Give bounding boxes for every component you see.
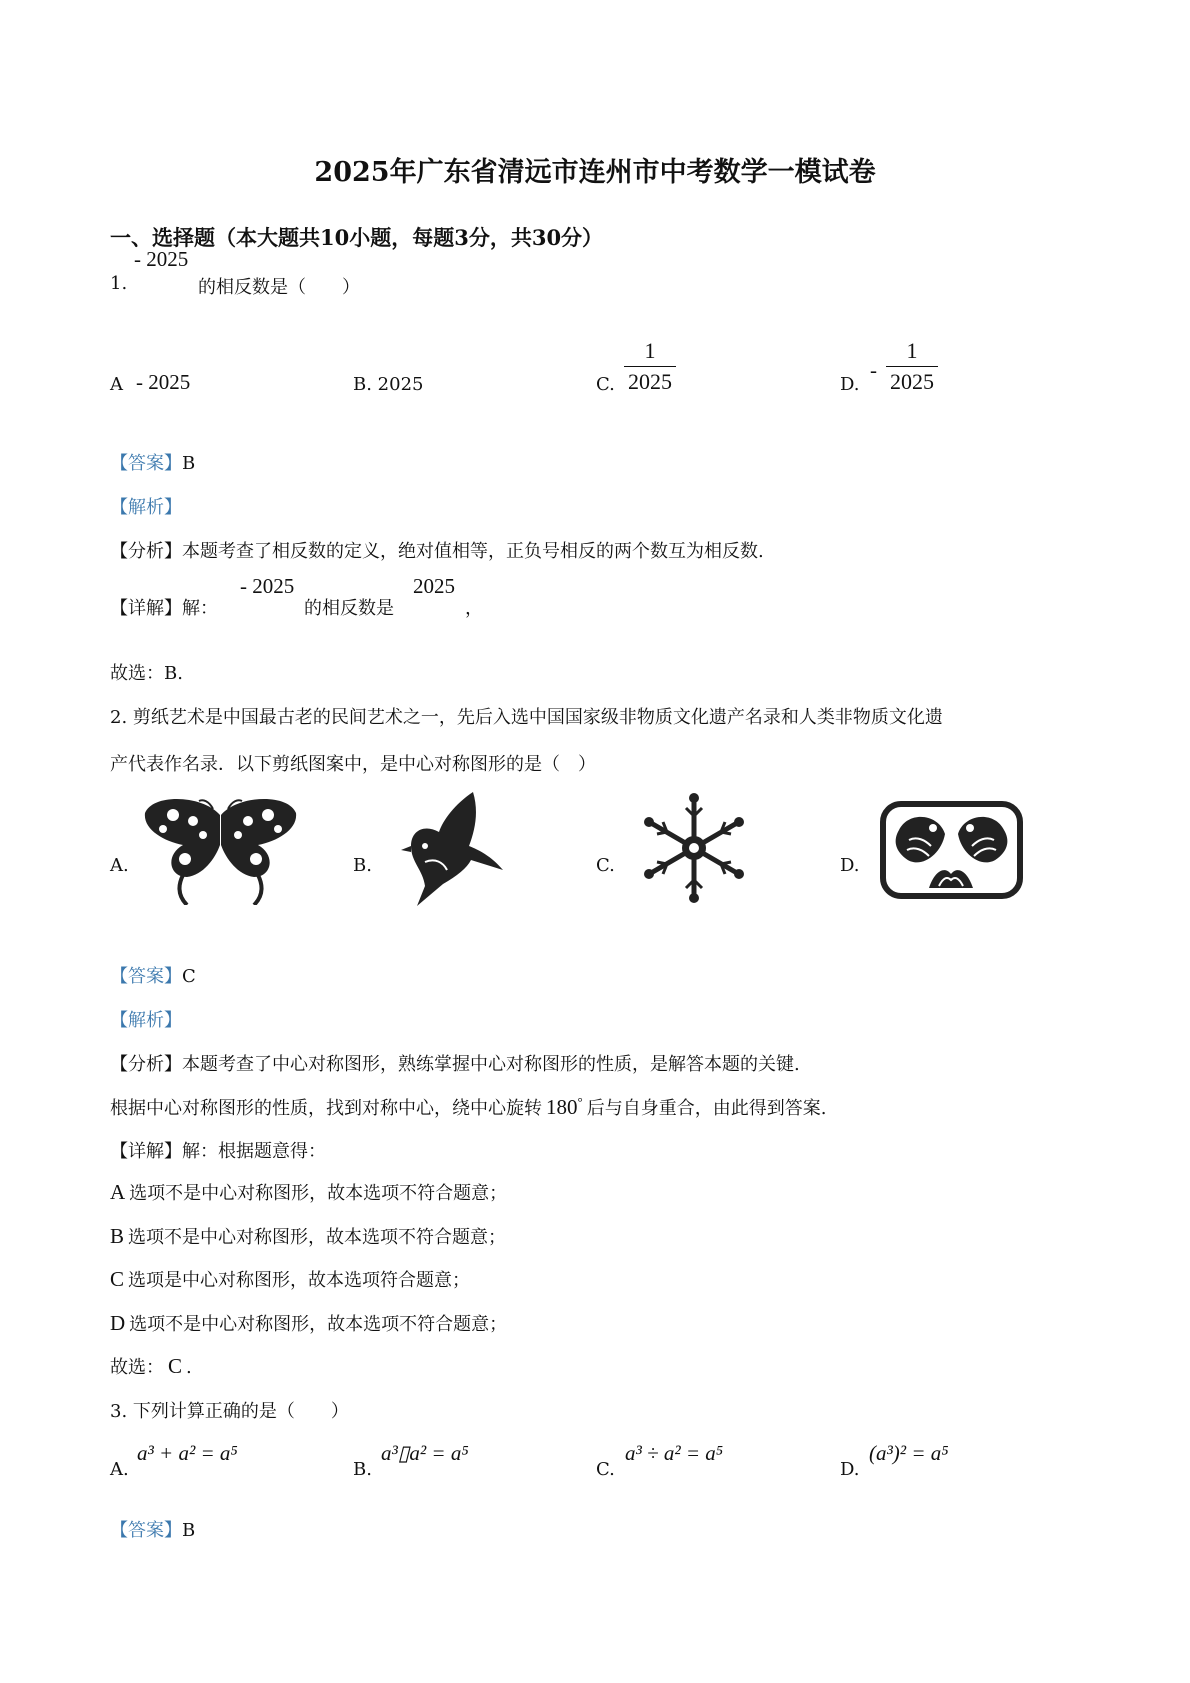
answer-value: B <box>182 453 196 474</box>
q2-option-b-label: B. <box>353 855 372 876</box>
fish-papercut-image <box>879 800 1024 900</box>
xiangjie-text: 解：根据题意得： <box>182 1141 326 1162</box>
snowflake-papercut-image <box>631 790 757 906</box>
q3-option-c-label: C. <box>596 1459 615 1480</box>
detail-letter: A <box>110 1180 126 1204</box>
page-title: 2025年广东省清远市连州市中考数学一模试卷 <box>314 157 876 188</box>
section-heading: 一、选择题（本大题共10小题，每题3分，共30分） <box>110 225 604 250</box>
detail-letter: B <box>110 1224 125 1248</box>
q1-answer <box>110 449 195 475</box>
q1-option-d-label: D. <box>840 374 860 395</box>
fenxi-tag: 【分析】 <box>110 1054 182 1075</box>
fenxi-text: 本题考查了相反数的定义，绝对值相等，正负号相反的两个数互为相反数. <box>182 541 764 562</box>
fraction-denominator: 2025 <box>886 366 938 393</box>
q1-stem: 的相反数是（ ） <box>198 277 360 298</box>
q3-option-b-label: B. <box>353 1459 372 1480</box>
q1-xiangjie-prefix <box>110 594 218 620</box>
q1-expression: - 2025 <box>134 247 189 271</box>
q2-fenxi <box>110 1050 800 1076</box>
q2-detail-b <box>110 1223 506 1249</box>
fenxi-text: 本题考查了中心对称图形，熟练掌握中心对称图形的性质，是解答本题的关键. <box>182 1054 800 1075</box>
fenxi-tag: 【分析】 <box>110 541 182 562</box>
detail-text: 选项不是中心对称图形，故本选项不符合题意； <box>129 1314 508 1335</box>
q1-xiangjie-end: ， <box>465 598 483 619</box>
q2-answer <box>110 962 196 988</box>
basis-degree <box>546 1095 583 1119</box>
q1-xiangjie-mid: 的相反数是 <box>304 598 394 619</box>
q1-xiangjie-expr2: 2025 <box>413 574 455 598</box>
fraction-numerator: 1 <box>644 338 656 363</box>
answer-tag: 【答案】 <box>110 453 182 474</box>
q3-option-d-label: D. <box>840 1459 860 1480</box>
q3-option-a-expr: a³ + a² = a⁵ <box>137 1441 238 1465</box>
q3-option-c-expr: a³ ÷ a² = a⁵ <box>625 1441 724 1465</box>
detail-letter: D <box>110 1311 126 1335</box>
q2-option-d-label: D. <box>840 855 860 876</box>
q2-detail-a <box>110 1179 507 1205</box>
q3-option-b-expr: a³▯a² = a⁵ <box>381 1441 469 1465</box>
q3-answer <box>110 1516 195 1542</box>
q2-option-c-label: C. <box>596 855 615 876</box>
detail-text: 选项不是中心对称图形，故本选项不符合题意； <box>128 1227 507 1248</box>
basis-text-end: 后与自身重合，由此得到答案. <box>586 1098 827 1119</box>
choose-suffix: . <box>186 1357 192 1378</box>
basis-text: 根据中心对称图形的性质，找到对称中心，绕中心旋转 <box>110 1098 542 1119</box>
q1-xiangjie-expr1: - 2025 <box>240 574 295 598</box>
q1-option-d-sign: - <box>870 358 877 382</box>
q3-option-a-label: A. <box>110 1459 129 1480</box>
q1-choose: 故选：B. <box>110 663 183 684</box>
q2-stem-line1: 2. 剪纸艺术是中国最古老的民间艺术之一，先后入选中国国家级非物质文化遗产名录和人类非物质文化遗 <box>110 707 943 728</box>
degree-symbol: ° <box>577 1094 583 1109</box>
butterfly-papercut-image <box>143 795 298 905</box>
q1-option-d-fraction <box>886 340 938 393</box>
q3-stem: 3. 下列计算正确的是（ ） <box>110 1401 349 1422</box>
q2-option-a-label: A. <box>110 855 129 876</box>
answer-value: C <box>182 966 196 987</box>
q1-option-b: B. 2025 <box>353 374 424 395</box>
choose-letter: C <box>168 1354 183 1378</box>
detail-letter: C <box>110 1267 125 1291</box>
q1-option-a-value: - 2025 <box>136 370 191 394</box>
q2-xiangjie <box>110 1137 326 1163</box>
choose-prefix: 故选： <box>110 1357 164 1378</box>
q1-analysis-tag: 【解析】 <box>110 497 182 518</box>
q2-choose <box>110 1353 192 1379</box>
answer-value: B <box>182 1520 196 1541</box>
q2-detail-c <box>110 1266 470 1292</box>
answer-tag: 【答案】 <box>110 1520 182 1541</box>
fraction-denominator: 2025 <box>624 366 676 393</box>
q2-detail-d <box>110 1310 507 1336</box>
answer-tag: 【答案】 <box>110 966 182 987</box>
q3-option-d-expr: (a³)² = a⁵ <box>869 1441 949 1465</box>
q1-fenxi <box>110 537 764 563</box>
degree-value: 180 <box>546 1095 578 1119</box>
q1-option-c-label: C. <box>596 374 615 395</box>
q1-option-a-label: A <box>110 374 123 395</box>
detail-text: 选项不是中心对称图形，故本选项不符合题意； <box>129 1183 508 1204</box>
xiangjie-text: 解： <box>182 598 218 619</box>
q2-stem-line2: 产代表作名录．以下剪纸图案中，是中心对称图形的是（ ） <box>110 754 596 775</box>
q1-number: 1. <box>110 273 128 294</box>
xiangjie-tag: 【详解】 <box>110 1141 182 1162</box>
q1-option-c-fraction <box>624 340 676 393</box>
detail-text: 选项是中心对称图形，故本选项符合题意； <box>128 1270 471 1291</box>
fraction-numerator: 1 <box>906 338 918 363</box>
xiangjie-tag: 【详解】 <box>110 598 182 619</box>
swallow-papercut-image <box>395 790 505 908</box>
q2-analysis-tag: 【解析】 <box>110 1010 182 1031</box>
q2-basis-line <box>110 1094 826 1120</box>
